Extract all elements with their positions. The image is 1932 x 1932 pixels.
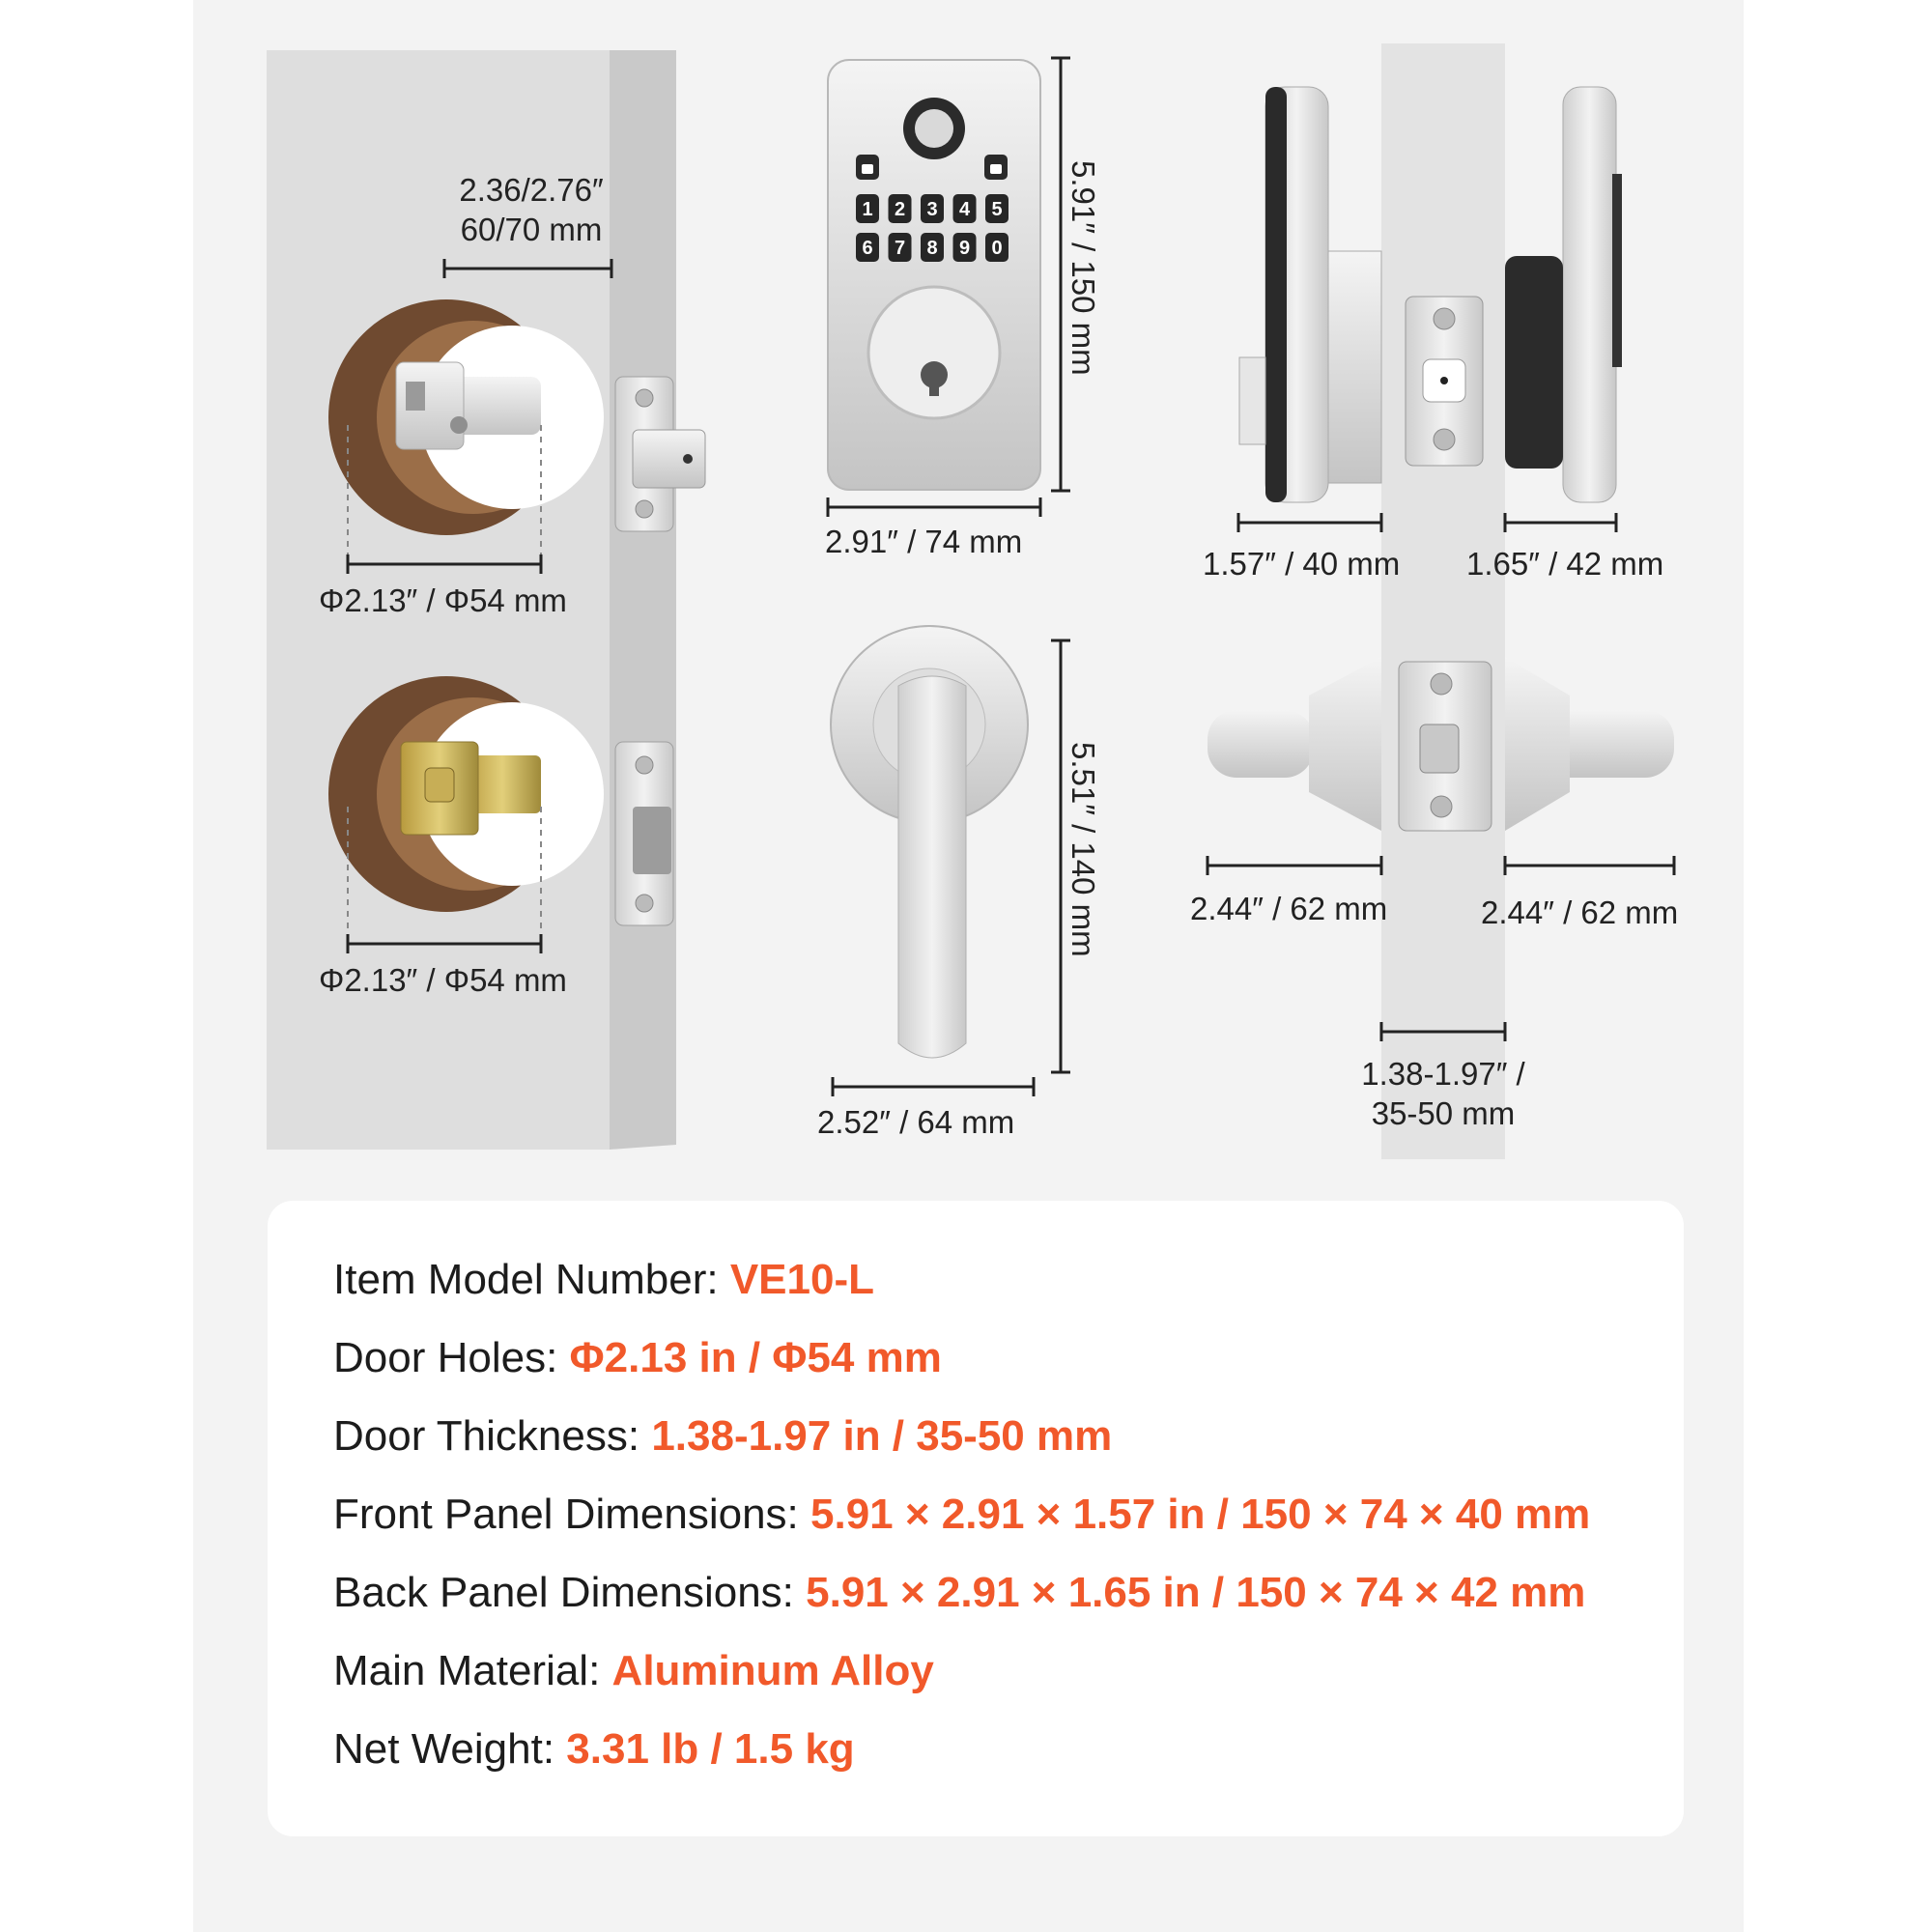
spec-front-panel — [333, 1491, 1590, 1539]
keypad-key-label: 8 — [926, 238, 938, 259]
deadbolt-faceplate — [615, 377, 705, 531]
keypad-key — [921, 233, 944, 262]
spec-label: Front Panel Dimensions: — [333, 1491, 810, 1538]
lock-icon — [984, 155, 1008, 180]
keypad-key-label: 9 — [958, 238, 971, 259]
keypad-key — [953, 233, 977, 262]
unlock-icon — [856, 155, 879, 180]
keypad-key-label: 4 — [958, 199, 971, 220]
bore-spacing-label — [440, 170, 623, 250]
back-depth-label: 1.65″ / 42 mm — [1466, 546, 1664, 582]
spec-back-panel — [333, 1569, 1585, 1617]
side-view-back-panel — [1505, 87, 1622, 502]
bore-spacing-inches: 2.36/2.76″ — [459, 172, 604, 208]
keypad-key — [889, 233, 912, 262]
spec-value: VE10-L — [729, 1256, 874, 1303]
handle-left-label: 2.44″ / 62 mm — [1190, 891, 1388, 926]
keypad-key-label: 7 — [894, 238, 906, 259]
spec-value: 3.31 lb / 1.5 kg — [566, 1725, 855, 1773]
spec-label: Main Material: — [333, 1647, 612, 1694]
side-view-latch-plate — [1406, 297, 1483, 466]
spec-value: 5.91 × 2.91 × 1.65 in / 150 × 74 × 42 mm — [806, 1569, 1586, 1616]
spec-model-number — [333, 1256, 874, 1304]
spec-door-thickness — [333, 1412, 1112, 1461]
door-cross-section — [1381, 43, 1505, 1159]
spec-net-weight — [333, 1725, 855, 1774]
keypad-key — [985, 194, 1009, 223]
hole-bottom-label: Φ2.13″ / Φ54 mm — [319, 962, 567, 998]
side-view-lever — [1208, 657, 1674, 831]
keypad-key-label: 5 — [991, 199, 1003, 220]
spec-label: Net Weight: — [333, 1725, 567, 1773]
keypad-key — [921, 194, 944, 223]
lever-height-label: 5.51″ / 140 mm — [1065, 742, 1101, 957]
spec-label: Door Holes: — [333, 1334, 570, 1381]
lever-front-view — [831, 626, 1028, 1058]
front-height-label: 5.91″ / 150 mm — [1065, 160, 1101, 376]
side-view-front-panel — [1239, 87, 1381, 502]
specifications-card — [268, 1201, 1684, 1836]
front-depth-label: 1.57″ / 40 mm — [1203, 546, 1401, 582]
keypad-key-label: 2 — [894, 199, 906, 220]
spec-label: Door Thickness: — [333, 1412, 652, 1460]
spec-value: 1.38-1.97 in / 35-50 mm — [651, 1412, 1113, 1460]
latch-faceplate — [615, 742, 673, 925]
keypad-key — [985, 233, 1009, 262]
spec-value: Aluminum Alloy — [611, 1647, 934, 1694]
keypad-key — [856, 194, 879, 223]
spec-door-holes — [333, 1334, 942, 1382]
front-width-label: 2.91″ / 74 mm — [825, 524, 1023, 559]
spec-value: Φ2.13 in / Φ54 mm — [569, 1334, 942, 1381]
door-thickness-mm: 35-50 mm — [1371, 1095, 1516, 1132]
spec-main-material — [333, 1647, 934, 1695]
keypad-key-label: 3 — [926, 199, 938, 220]
front-panel — [828, 60, 1040, 490]
door-thickness-label — [1337, 1054, 1549, 1134]
keypad-key — [889, 194, 912, 223]
keypad-key-label: 6 — [862, 238, 873, 259]
keypad-key-label: 1 — [862, 199, 873, 220]
bore-spacing-mm: 60/70 mm — [460, 212, 603, 248]
lever-width-label: 2.52″ / 64 mm — [817, 1104, 1015, 1140]
spec-label: Item Model Number: — [333, 1256, 730, 1303]
hole-top-label: Φ2.13″ / Φ54 mm — [319, 582, 567, 618]
handle-right-label: 2.44″ / 62 mm — [1481, 895, 1679, 930]
spec-label: Back Panel Dimensions: — [333, 1569, 807, 1616]
keypad-key — [953, 194, 977, 223]
spec-value: 5.91 × 2.91 × 1.57 in / 150 × 74 × 40 mm — [810, 1491, 1591, 1538]
door-thickness-inches: 1.38-1.97″ / — [1361, 1056, 1525, 1092]
keypad-key-label: 0 — [991, 238, 1003, 259]
keypad-key — [856, 233, 879, 262]
